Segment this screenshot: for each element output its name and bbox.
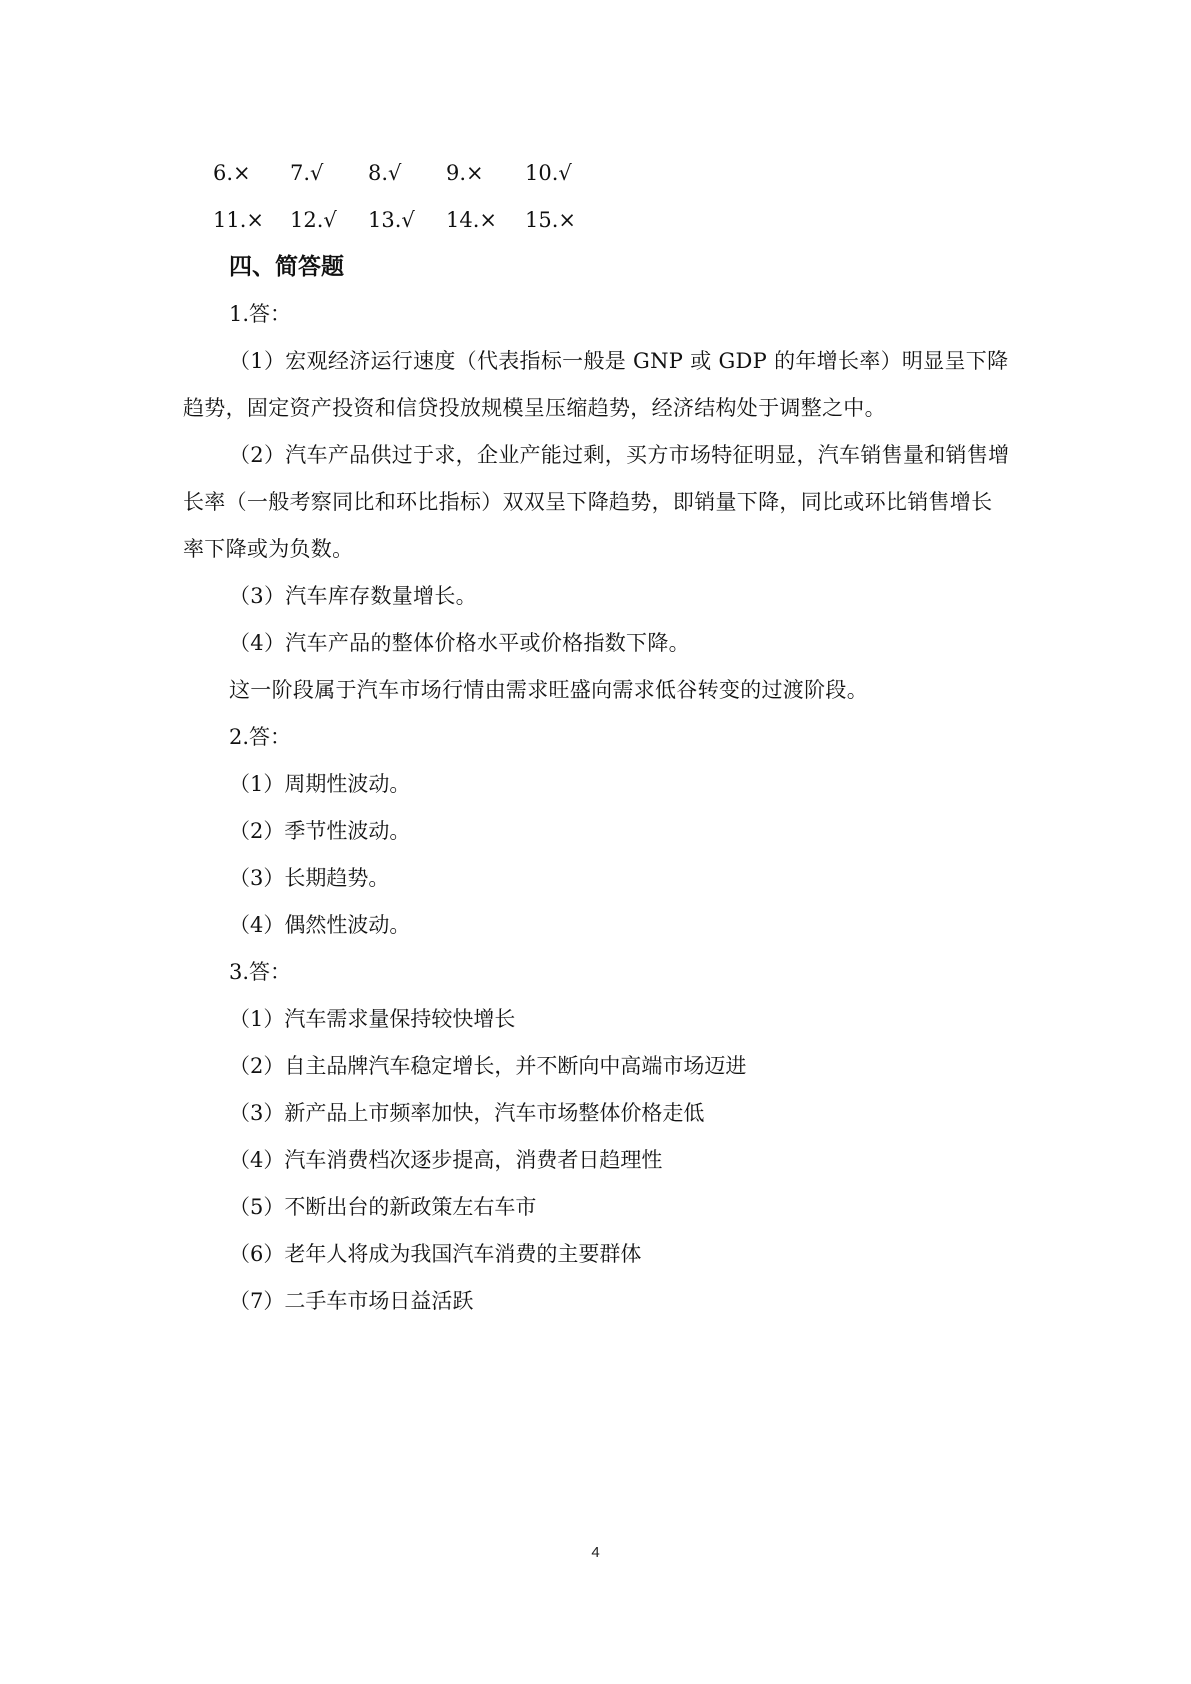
tf-answer: 13.√ xyxy=(368,208,415,232)
tf-answer: 9.× xyxy=(446,161,484,185)
list-item: （3）长期趋势。 xyxy=(229,866,390,890)
answer-paragraph: 这一阶段属于汽车市场行情由需求旺盛向需求低谷转变的过渡阶段。 xyxy=(229,678,868,702)
tf-answer: 11.× xyxy=(213,208,264,232)
list-item: （1）周期性波动。 xyxy=(229,772,411,796)
tf-answer: 12.√ xyxy=(290,208,337,232)
list-item: （2）季节性波动。 xyxy=(229,819,411,843)
list-item: （6）老年人将成为我国汽车消费的主要群体 xyxy=(229,1242,642,1266)
list-item: （5）不断出台的新政策左右车市 xyxy=(229,1195,537,1219)
answer-label: 2.答： xyxy=(229,725,292,749)
list-item: （4）汽车消费档次逐步提高，消费者日趋理性 xyxy=(229,1148,663,1172)
answer-paragraph: （1）宏观经济运行速度（代表指标一般是 GNP 或 GDP 的年增长率）明显呈下降趋势，固定资产投资和信贷投放规模呈压缩趋势，经济结构处于调整之中。 xyxy=(183,349,1009,420)
answer-paragraph: （4）汽车产品的整体价格水平或价格指数下降。 xyxy=(229,631,690,655)
answer-label: 1.答： xyxy=(229,302,292,326)
tf-answer: 14.× xyxy=(446,208,497,232)
answer-1 xyxy=(183,291,1013,714)
answer-3 xyxy=(183,949,1013,1325)
tf-answer: 6.× xyxy=(213,161,251,185)
true-false-answers-row-2 xyxy=(183,197,1013,244)
page-number: 4 xyxy=(591,1544,600,1561)
tf-answer: 7.√ xyxy=(290,161,324,185)
list-item: （3）新产品上市频率加快，汽车市场整体价格走低 xyxy=(229,1101,705,1125)
tf-answer: 15.× xyxy=(525,208,576,232)
list-item: （2）自主品牌汽车稳定增长，并不断向中高端市场迈进 xyxy=(229,1054,747,1078)
true-false-answers-row-1 xyxy=(183,150,1013,197)
answer-2 xyxy=(183,714,1013,949)
answer-paragraph: （3）汽车库存数量增长。 xyxy=(229,584,477,608)
list-item: （7）二手车市场日益活跃 xyxy=(229,1289,474,1313)
answer-paragraph: （2）汽车产品供过于求，企业产能过剩，买方市场特征明显，汽车销售量和销售增长率（一般考察同比和环比指标）双双呈下降趋势，即销量下降，同比或环比销售增长率下降或为负数。 xyxy=(183,443,1010,561)
list-item: （1）汽车需求量保持较快增长 xyxy=(229,1007,516,1031)
tf-answer: 10.√ xyxy=(525,161,572,185)
tf-answer: 8.√ xyxy=(368,161,402,185)
section-title: 四、简答题 xyxy=(229,254,344,280)
page-content xyxy=(183,150,1013,1325)
answer-label: 3.答： xyxy=(229,960,292,984)
list-item: （4）偶然性波动。 xyxy=(229,913,411,937)
